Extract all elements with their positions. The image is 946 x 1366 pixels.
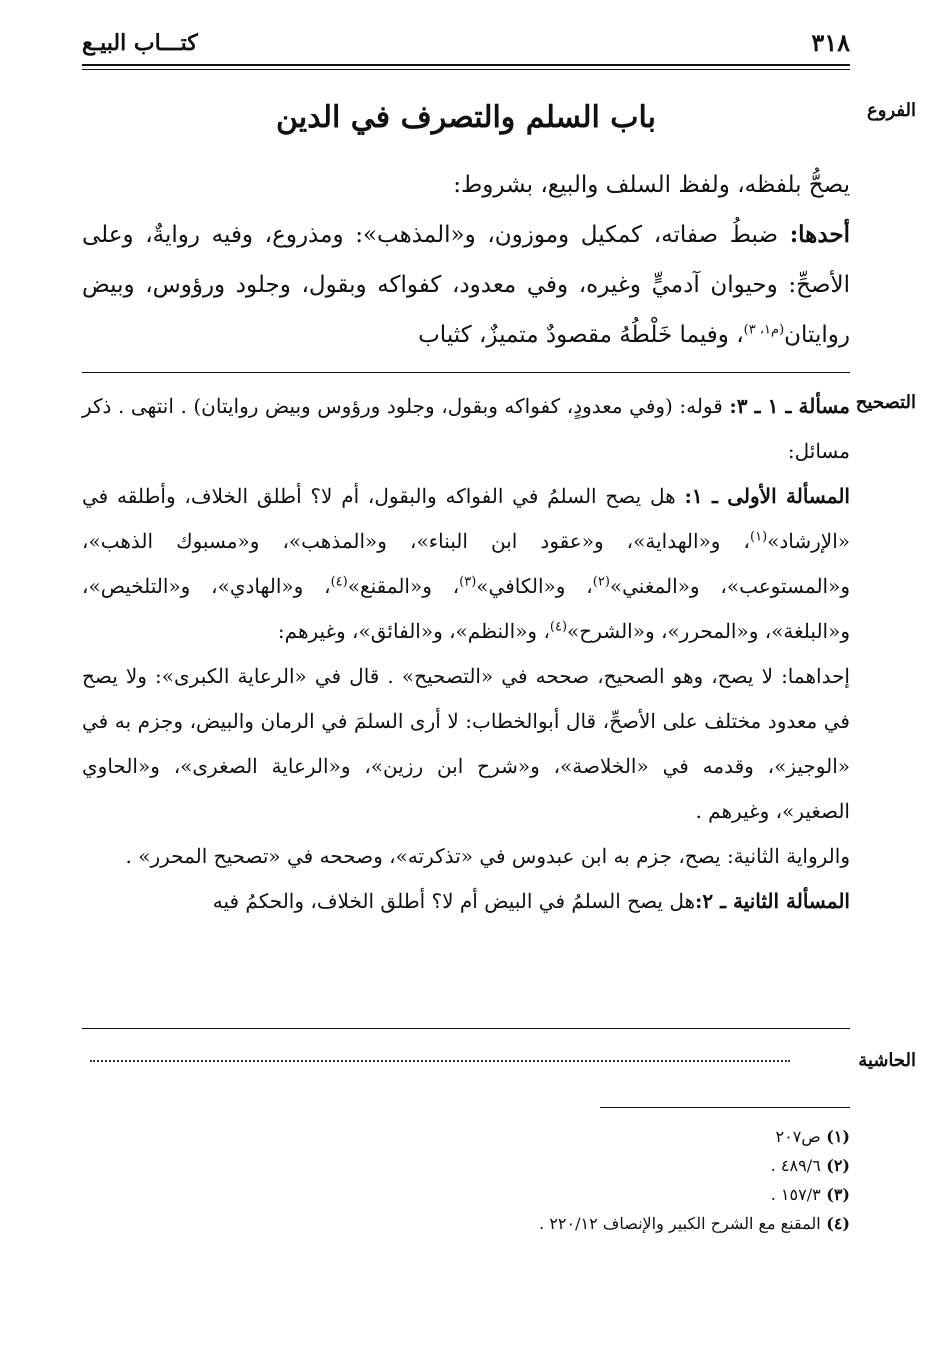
fn-ref-3: (٣) [459,574,477,590]
footnote-2 [350,1151,850,1180]
masala-1-text-e: ، و«الهادي»، و«التلخيص»، و«البلغة»، و«المحرر»، و«الشرح» [82,574,850,643]
masala-1-text-f: ، و«النظم»، و«الفائق»، وغيرهم: [277,619,550,643]
masala-1-heading: المسألة الأولى ـ ١: [684,484,850,508]
footnote-rule [600,1107,850,1108]
main-p2-sup: (م١، ٣) [743,322,785,338]
page-header [82,28,850,64]
section-rule-2 [82,1028,850,1029]
main-paragraph-1: يصحُّ بلفظه، ولفظ السلف والبيع، بشروط: [453,172,850,198]
footnote-text: ٤٨٩/٦ . [770,1156,821,1175]
side-label-tashih: التصحيح [855,392,916,413]
masala-1-text-a: هل يصح السلمُ في الفواكه والبقول، أم لا؟ أطلق الخلاف، وأطلقه في «الإرشاد» [82,484,850,553]
riwaya-1: إحداهما: لا يصح، وهو الصحيح، صححه في «التصحيح» . قال في «الرعاية الكبرى»: ولا يصح في معدود مختلف على الأصحِّ، قال أبوالخطاب: لا أرى السلمَ في الرمان والبيض، وجزم به في «الوجيز»، وقدمه في «الخلاصة»، و«شرح ابن رزين»، و«الرعاية الصغرى»، و«الحاوي الصغير»، وغيرهم . [82,664,850,823]
footnote-num: (٤) [826,1214,850,1233]
footnote-1 [350,1122,850,1151]
masala-1-text-c: ، و«الكافي» [476,574,593,598]
fn-ref-2: (٢) [592,574,610,590]
page-number: ٣١٨ [811,28,850,57]
main-p2-heading: أحدها: [789,221,850,248]
side-label-furu: الفروع [867,100,916,121]
main-p2-text-b: ، وفيما خَلْطُهُ مقصودٌ متميزٌ، كثياب [418,322,744,348]
tashih-question [82,384,850,474]
footnote-text: ١٥٧/٣ . [770,1185,821,1204]
tashih-masala-2 [82,879,850,924]
masala-1-text-b: ، و«الهداية»، و«عقود ابن البناء»، و«المذهب»، و«مسبوك الذهب»، و«المستوعب»، و«المغني» [82,529,851,598]
fn-ref-4b: (٤) [549,619,568,635]
fn-ref-1: (١) [750,529,768,545]
footnote-num: (٣) [826,1185,850,1204]
masala-2-text: هل يصح السلمُ في البيض أم لا؟ أطلق الخلاف، والحكمُ فيه [212,889,696,913]
footnote-4 [350,1209,850,1238]
hashiya-dotted-line [90,1060,790,1062]
footnote-num: (١) [826,1127,850,1146]
header-rule [82,64,850,70]
tashih-text [82,384,850,924]
riwaya-2: والرواية الثانية: يصح، جزم به ابن عبدوس في «تذكرته»، وصححه في «تصحيح المحرر» . [125,844,850,868]
tashih-question-text: قوله: (وفي معدودٍ، كفواكه وبقول، وجلود ورؤوس وبيض روايتان) . انتهى . ذكر مسائل: [82,394,850,463]
main-p2-text-a: ضبطُ صفاته، كمكيل وموزون، و«المذهب»: ومذروع، وفيه روايةٌ، وعلى الأصحِّ: وحيوان آدميٍّ وغيره، وفي معدود، كفواكه وبقول، وجلود ورؤوس، وبيض روايتان [82,222,850,348]
chapter-title: باب السلم والتصرف في الدين [275,100,657,135]
tashih-question-heading: مسألة ـ ١ ـ ٣: [729,394,850,418]
running-title: كتـــاب البيـع [82,30,198,56]
footnotes [350,1122,850,1238]
tashih-masala-1 [82,474,850,654]
main-paragraph-2 [82,210,850,360]
side-label-hashiya: الحاشية [858,1050,916,1071]
main-text [82,160,850,360]
footnote-text: المقنع مع الشرح الكبير والإنصاف ٢٢٠/١٢ . [539,1214,821,1233]
footnote-3 [350,1180,850,1209]
masala-1-text-d: ، و«المقنع» [347,574,460,598]
section-rule-1 [82,372,850,373]
masala-2-heading: المسألة الثانية ـ ٢: [695,889,850,913]
footnote-num: (٢) [826,1156,850,1175]
footnote-text: ص٢٠٧ [775,1127,821,1146]
fn-ref-4: (٤) [330,574,348,590]
